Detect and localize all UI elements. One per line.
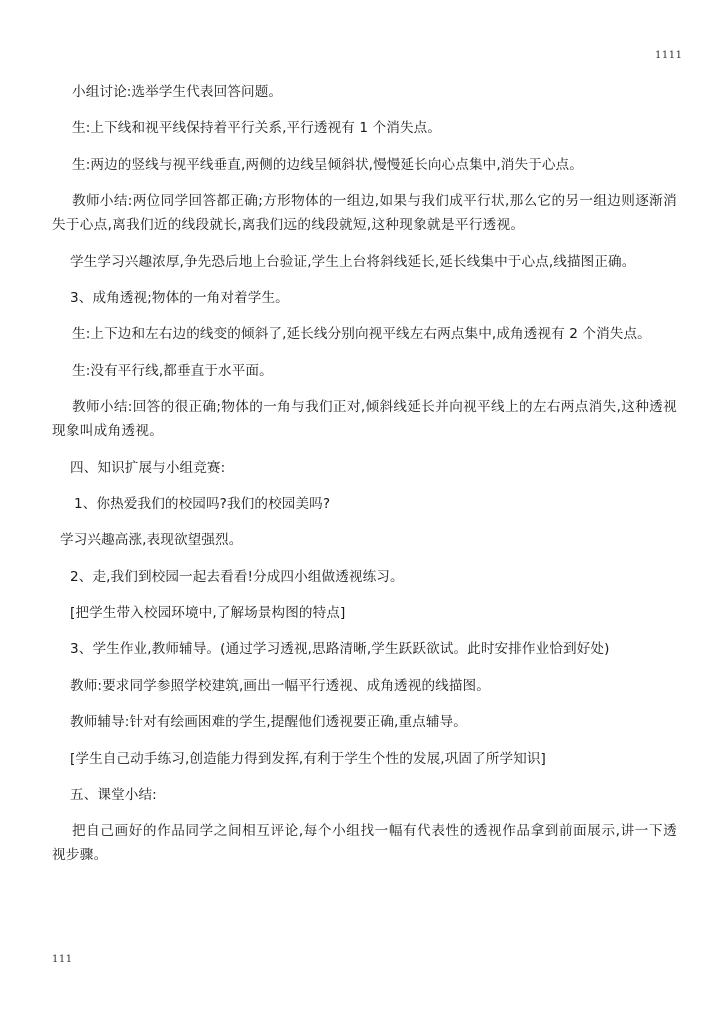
paragraph-question-campus: 1、你热爱我们的校园吗?我们的校园美吗? bbox=[74, 495, 331, 512]
paragraph-bracket-note-2: [学生自己动手练习,创造能力得到发挥,有利于学生个性的发展,巩固了所学知识] bbox=[70, 750, 546, 767]
page-header-mark: 1111 bbox=[655, 50, 683, 61]
paragraph-campus-practice: 2、走,我们到校园一起去看看!分成四小组做透视练习。 bbox=[70, 568, 404, 585]
section-heading-knowledge-extension: 四、知识扩展与小组竞赛: bbox=[70, 459, 226, 476]
page-footer-mark: 111 bbox=[52, 954, 73, 965]
paragraph-teacher-guidance: 教师辅导:针对有绘画困难的学生,提醒他们透视要正确,重点辅导。 bbox=[70, 714, 467, 731]
paragraph-student-answer-2: 生:两边的竖线与视平线垂直,两侧的边线呈倾斜状,慢慢延长向心点集中,消失于心点。 bbox=[72, 156, 583, 173]
paragraph-student-answer-4: 生:没有平行线,都垂直于水平面。 bbox=[72, 362, 273, 379]
paragraph-summary-activity: 把自己画好的作品同学之间相互评论,每个小组找一幅有代表性的透视作品拿到前面展示,讲一下透视步骤。 bbox=[52, 823, 677, 864]
paragraph-teacher-summary-parallel: 教师小结:两位同学回答都正确;方形物体的一组边,如果与我们成平行状,那么它的另一组边则逐渐消失于心点,离我们近的线段就长,离我们远的线段就短,这种现象就是平行透视。 bbox=[52, 193, 677, 234]
paragraph-angular-perspective: 3、成角透视;物体的一角对着学生。 bbox=[70, 289, 289, 306]
paragraph-student-enthusiasm: 学习兴趣高涨,表现欲望强烈。 bbox=[60, 532, 243, 549]
paragraph-student-interest: 学生学习兴趣浓厚,争先恐后地上台验证,学生上台将斜线延长,延长线集中于心点,线描图正确。 bbox=[70, 253, 636, 270]
paragraph-group-discussion: 小组讨论:选举学生代表回答问题。 bbox=[72, 84, 283, 100]
paragraph-student-answer-3: 生:上下边和左右边的线变的倾斜了,延长线分别向视平线左右两点集中,成角透视有 2 个消失点。 bbox=[72, 326, 651, 343]
paragraph-teacher-summary-angular: 教师小结:回答的很正确;物体的一角与我们正对,倾斜线延长并向视平线上的左右两点消失,这种透视现象叫成角透视。 bbox=[52, 399, 677, 440]
paragraph-bracket-note-1: [把学生带入校园环境中,了解场景构图的特点] bbox=[70, 605, 346, 622]
section-heading-class-summary: 五、课堂小结: bbox=[70, 787, 157, 804]
paragraph-homework: 3、学生作业,教师辅导。(通过学习透视,思路清晰,学生跃跃欲试。此时安排作业恰到好处) bbox=[70, 641, 610, 658]
paragraph-student-answer-1: 生:上下线和视平线保持着平行关系,平行透视有 1 个消失点。 bbox=[72, 120, 442, 137]
document-body bbox=[52, 80, 677, 880]
paragraph-teacher-request: 教师:要求同学参照学校建筑,画出一幅平行透视、成角透视的线描图。 bbox=[70, 677, 490, 694]
